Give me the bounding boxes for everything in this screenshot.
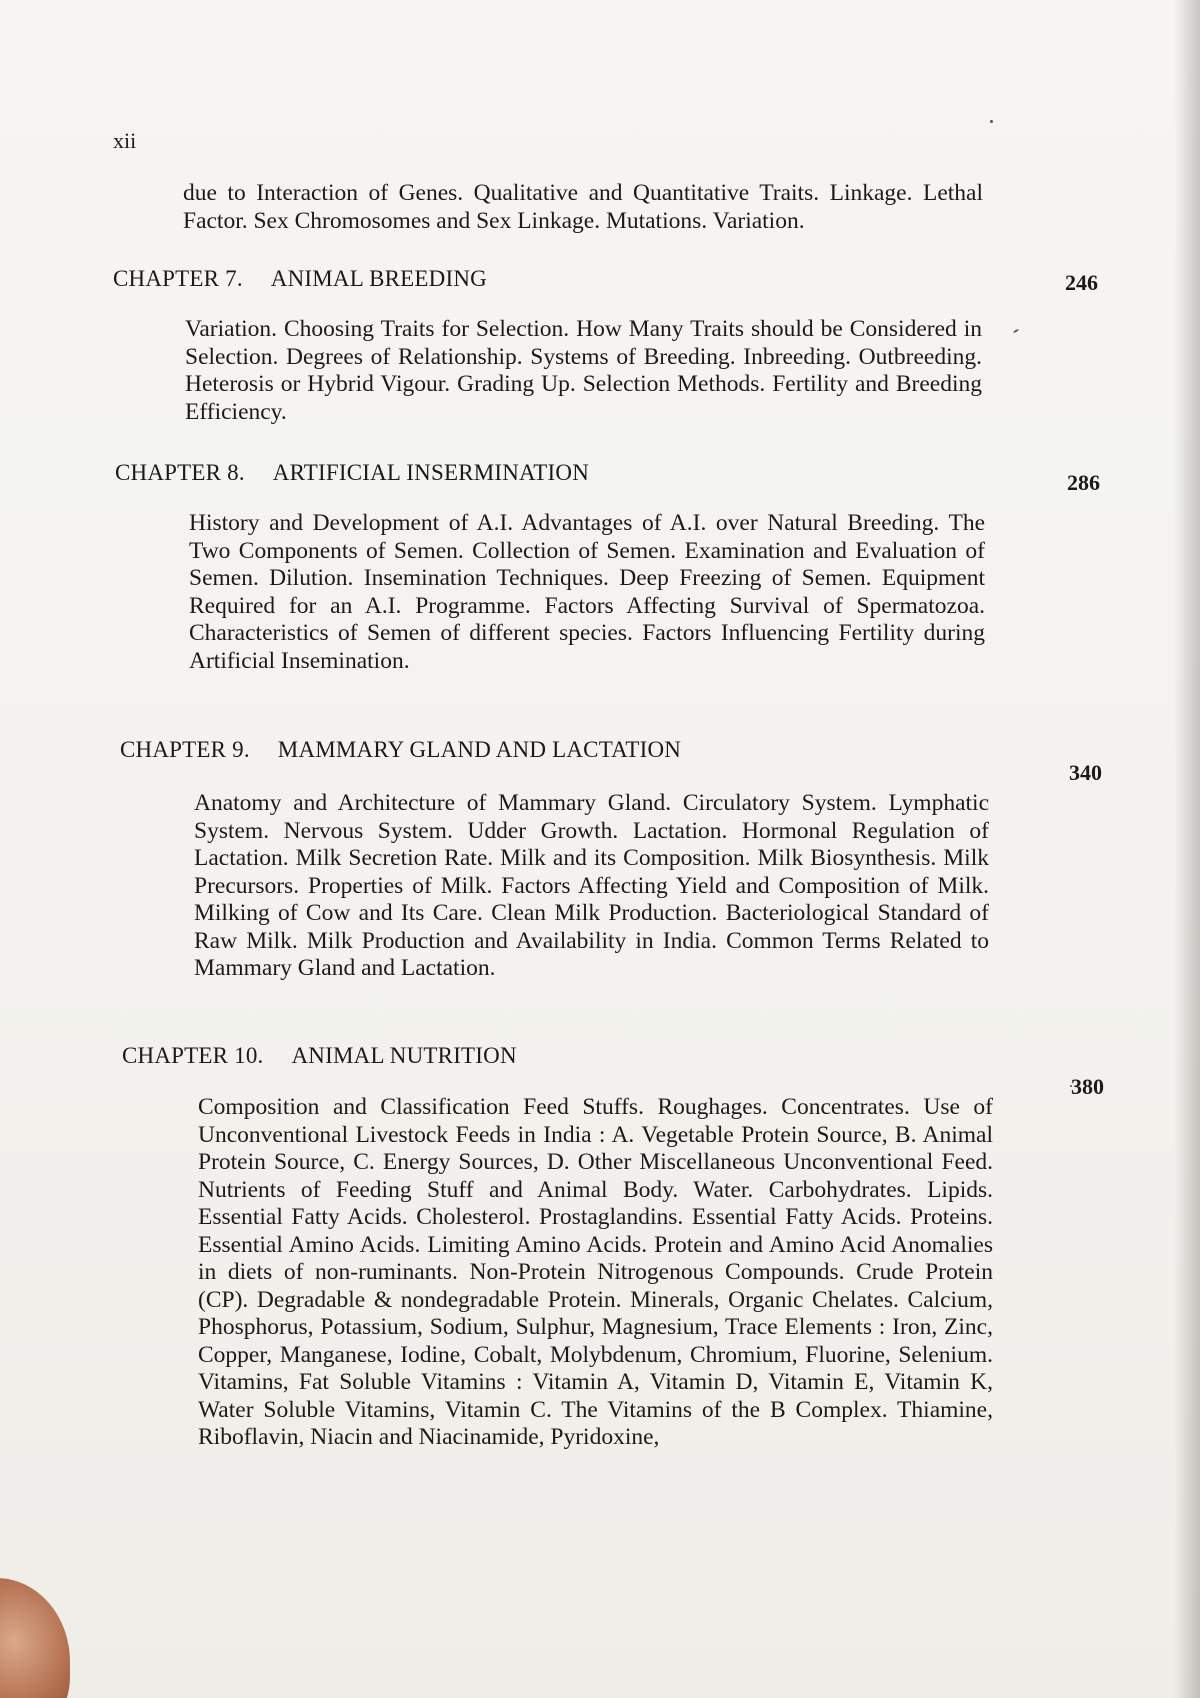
- thumb-in-corner: [0, 1578, 70, 1698]
- chapter-page-number: 246: [1065, 270, 1098, 295]
- chapter-heading: [115, 460, 589, 486]
- chapter-title: ANIMAL BREEDING: [270, 266, 487, 291]
- page-number: xii: [113, 128, 137, 153]
- chapter-title: ANIMAL NUTRITION: [291, 1043, 517, 1068]
- chapter-description: Variation. Choosing Traits for Selection. How Many Traits should be Considered in Selection. Degrees of Relationship. Systems of Breeding. Inbreeding. Outbreeding. Heterosis or Hybrid Vigour. Grading Up. Selection Methods. Fertility and Breeding Efficiency.: [185, 316, 982, 425]
- chapter-label: CHAPTER 9.: [120, 737, 250, 762]
- chapter-heading: [113, 266, 487, 292]
- chapter-page-number: 286: [1067, 470, 1100, 495]
- chapter-description: History and Development of A.I. Advantages of A.I. over Natural Breeding. The Two Components of Semen. Collection of Semen. Examination and Evaluation of Semen. Dilution. Insemination Techniques. Deep Freezing of Semen. Equipment Required for an A.I. Programme. Factors Affecting Survival of Spermatozoa. Characteristics of Semen of different species. Factors Influencing Fertility during Artificial Insemination.: [189, 510, 985, 674]
- chapter-label: CHAPTER 10.: [122, 1043, 264, 1068]
- chapter-label: CHAPTER 8.: [115, 460, 245, 485]
- chapter-page-number: 340: [1069, 760, 1102, 785]
- page-edge-shadow: [1174, 0, 1200, 1698]
- chapter-heading: [122, 1043, 517, 1069]
- chapter-heading: [120, 737, 681, 763]
- intro-paragraph: due to Interaction of Genes. Qualitative and Quantitative Traits. Linkage. Lethal Factor. Sex Chromosomes and Sex Linkage. Mutations. Variation.: [183, 180, 983, 234]
- chapter-title: MAMMARY GLAND AND LACTATION: [277, 737, 682, 762]
- chapter-label: CHAPTER 7.: [113, 266, 243, 291]
- chapter-title: ARTIFICIAL INSERMINATION: [272, 460, 590, 485]
- chapter-page-number: 380: [1071, 1074, 1104, 1099]
- paper-speck: [990, 120, 993, 123]
- chapter-description: Anatomy and Architecture of Mammary Gland. Circulatory System. Lymphatic System. Nervous System. Udder Growth. Lactation. Hormonal Regulation of Lactation. Milk Secretion Rate. Milk and its Composition. Milk Biosynthesis. Milk Precursors. Properties of Milk. Factors Affecting Yield and Composition of Milk. Milking of Cow and Its Care. Clean Milk Production. Bacteriological Standard of Raw Milk. Milk Production and Availability in India. Common Terms Related to Mammary Gland and Lactation.: [194, 790, 989, 981]
- chapter-description: Composition and Classification Feed Stuffs. Roughages. Concentrates. Use of Unconventional Livestock Feeds in India : A. Vegetable Protein Source, B. Animal Protein Source, C. Energy Sources, D. Other Miscellaneous Unconventional Feed. Nutrients of Feeding Stuff and Animal Body. Water. Carbohydrates. Lipids. Essential Fatty Acids. Cholesterol. Prostaglandins. Essential Fatty Acids. Proteins. Essential Amino Acids. Limiting Amino Acids. Protein and Amino Acid Anomalies in diets of non-ruminants. Non-Protein Nitrogenous Compounds. Crude Protein (CP). Degradable & nondegradable Protein. Minerals, Organic Chelates. Calcium, Phosphorus, Potassium, Sodium, Sulphur, Magnesium, Trace Elements : Iron, Zinc, Copper, Manganese, Iodine, Cobalt, Molybdenum, Chromium, Fluorine, Selenium. Vitamins, Fat Soluble Vitamins : Vitamin A, Vitamin D, Vitamin E, Vitamin K, Water Soluble Vitamins, Vitamin C. The Vitamins of the B Complex. Thiamine, Riboflavin, Niacin and Niacinamide, Pyridoxine,: [198, 1094, 993, 1450]
- paper-speck: [1013, 329, 1019, 334]
